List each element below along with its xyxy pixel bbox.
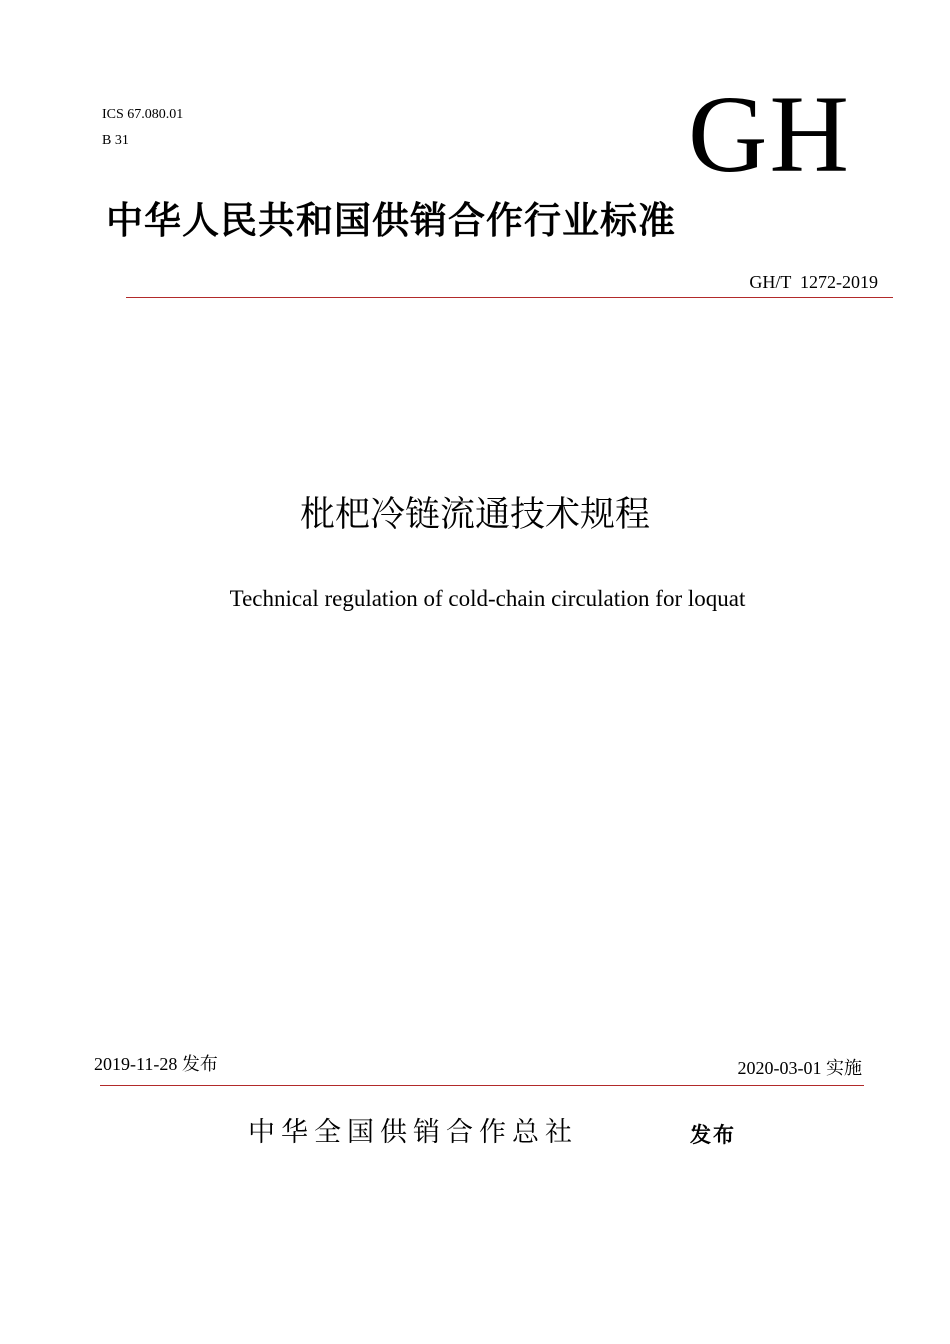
gh-logo: GH (688, 73, 851, 195)
top-divider (126, 297, 893, 298)
publisher-name: 中华全国供销合作总社 (248, 1117, 578, 1148)
publish-date: 2019-11-28 发布 (94, 1054, 218, 1074)
effective-date: 2020-03-01 实施 (737, 1058, 862, 1078)
standard-number: GH/T 1272-2019 (749, 272, 878, 292)
publish-label: 发布 (690, 1123, 736, 1147)
ccs-code: B 31 (102, 133, 129, 148)
document-title-english: Technical regulation of cold-chain circulation for loquat (229, 586, 746, 611)
ics-code: ICS 67.080.01 (102, 107, 184, 122)
document-title-chinese: 枇杷冷链流通技术规程 (299, 495, 650, 535)
bottom-divider (100, 1085, 864, 1086)
org-standard-title: 中华人民共和国供销合作行业标准 (106, 199, 676, 242)
